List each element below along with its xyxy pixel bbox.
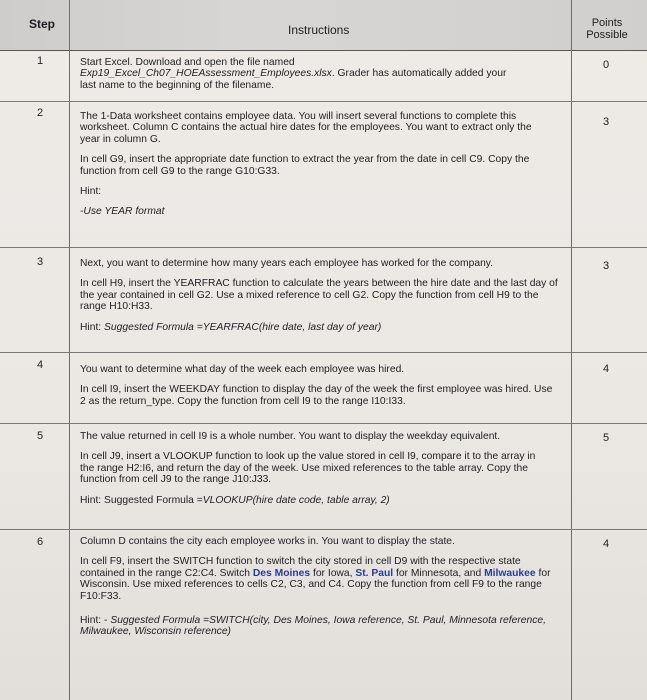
step-number: 1 [36,55,44,67]
step-instructions: The 1-Data worksheet contains employee data. You will insert several functions to complete this worksheet. Column C contains the actual hire dates for the employees. You want to extract only the year in column G. In cell G9, insert the appropriate date function to extract the year from the date in cell C9. Copy the function from cell G9 to the range G10:G33. Hint: -Use YEAR format [80,111,532,218]
header-points-possible: Points Possible [586,17,628,41]
step-instructions: Start Excel. Download and open the file named Exp19_Excel_Ch07_HOEAssessment_Employees.xlsx. Grader has automatically added your last name to the beginning of the filename. [80,57,507,91]
step-number: 2 [36,107,44,119]
step-instructions: The value returned in cell I9 is a whole number. You want to display the weekday equivalent. In cell J9, insert a VLOOKUP function to look up the value stored in cell I9, compare it to the array in the range H2:I6, and return the day of the week. Use mixed references to the table array. Copy the function from cell J9 to the range J10:J33. Hint: Suggested Formula =VLOOKUP(hire date code, table array, 2) [80,431,536,506]
city-des-moines: Des Moines [252,567,311,579]
points-value: 0 [602,59,610,71]
city-st-paul: St. Paul [355,567,394,579]
column-divider [571,0,572,700]
points-value: 4 [602,363,610,375]
filename: Exp19_Excel_Ch07_HOEAssessment_Employees.xlsx [80,68,332,80]
step-instructions: You want to determine what day of the week each employee was hired. In cell I9, insert the WEEKDAY function to display the day of the week the first employee was hired. Use 2 as the return_type. Copy the function from cell I9 to the range I10:I33. [80,364,553,407]
column-divider [69,0,70,700]
points-value: 5 [602,432,610,444]
step-instructions: Next, you want to determine how many years each employee has worked for the company. In cell H9, insert the YEARFRAC function to calculate the years between the hire date and the last day of the year contained in cell G2. Use a mixed reference to cell G2. Copy the function from cell H9 to the range H10:H33. Hint: Suggested Formula =YEARFRAC(hire date, last day of year) [80,258,558,333]
points-value: 3 [602,116,610,128]
row-divider [0,423,647,424]
row-divider [0,101,647,102]
points-value: 4 [602,538,610,550]
step-number: 5 [36,430,44,442]
row-divider [0,247,647,248]
step-instructions: Column D contains the city each employee works in. You want to display the state. In cell F9, insert the SWITCH function to switch the city stored in cell D9 with the respective state contained in the range C2:C4. Switch Des Moines for Iowa, St. Paul for Minnesota, and Milwaukee for Wisconsin. Use mixed references to cells C2, C3, and C4. Copy the function from cell F9 to the range F10:F33. Hint: - Suggested Formula =SWITCH(city, Des Moines, Iowa reference, St. Paul, Minnesota reference, Milwaukee, Wisconsin reference) [80,536,551,638]
step-number: 4 [36,359,44,371]
header-instructions: Instructions [288,23,350,37]
row-divider [0,529,647,530]
row-divider [0,352,647,353]
points-value: 3 [602,260,610,272]
header-step: Step [29,17,56,31]
step-number: 3 [36,256,44,268]
table-header [0,0,647,51]
city-milwaukee: Milwaukee [484,567,536,579]
step-number: 6 [36,536,44,548]
